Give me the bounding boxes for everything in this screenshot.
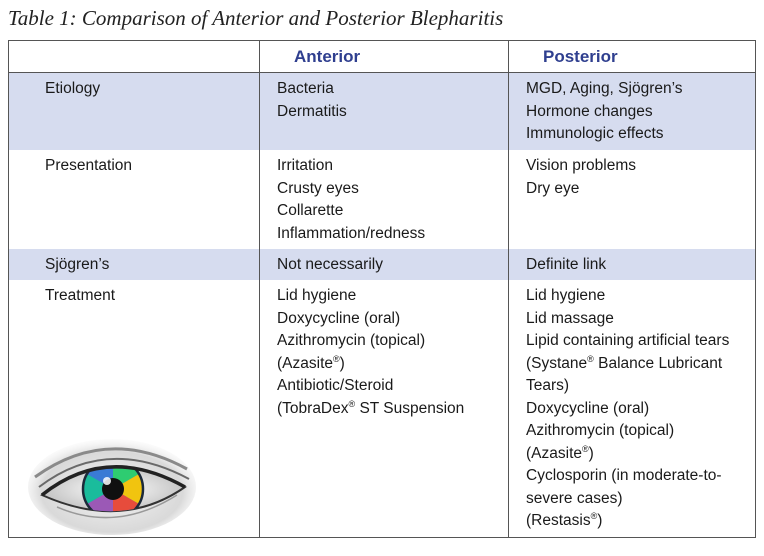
row-label-presentation: Presentation	[45, 157, 133, 174]
cell-line: (TobraDex® ST Suspension	[277, 398, 465, 417]
anterior-treatment	[277, 285, 464, 420]
cell-line: Tears)	[526, 377, 570, 394]
cell-line: Lipid containing artificial tears	[526, 332, 730, 349]
row-label-treatment: Treatment	[45, 287, 116, 304]
cell-line: Collarette	[277, 202, 344, 219]
cell-line: Vision problems	[526, 157, 636, 174]
cell-line: Cyclosporin (in moderate-to-	[526, 467, 722, 484]
comparison-table	[8, 40, 756, 538]
cell-line: Lid hygiene	[526, 287, 606, 304]
eye-icon	[27, 429, 197, 537]
posterior-presentation	[526, 155, 636, 200]
cell-line: Dry eye	[526, 179, 580, 197]
column-divider-1	[259, 41, 260, 537]
cell-line: Not necessarily	[277, 256, 383, 273]
posterior-etiology	[526, 78, 683, 146]
posterior-sjogrens	[526, 254, 606, 277]
cell-line: (Azasite®)	[526, 443, 594, 462]
cell-line: Azithromycin (topical)	[277, 332, 426, 349]
cell-line: MGD, Aging, Sjögren’s	[526, 80, 683, 97]
column-divider-2	[508, 41, 509, 537]
row-label-sjogrens: Sjögren’s	[45, 256, 110, 273]
cell-line: Crusty eyes	[277, 179, 359, 197]
cell-line: severe cases)	[526, 489, 623, 507]
anterior-sjogrens	[277, 254, 383, 277]
posterior-treatment	[526, 285, 729, 533]
column-header-anterior: Anterior	[294, 47, 361, 66]
cell-line: (Systane® Balance Lubricant	[526, 353, 723, 372]
cell-line: Doxycycline (oral)	[277, 309, 401, 327]
cell-line: Inflammation/redness	[277, 224, 426, 242]
column-header-posterior: Posterior	[543, 47, 618, 66]
cell-line: Lid hygiene	[277, 287, 357, 304]
cell-line: (Azasite®)	[277, 353, 345, 372]
cell-line: Azithromycin (topical)	[526, 422, 675, 439]
cell-line: Bacteria	[277, 80, 334, 97]
cell-line: Immunologic effects	[526, 125, 664, 142]
cell-line: Doxycycline (oral)	[526, 399, 650, 417]
cell-line: Definite link	[526, 256, 607, 273]
anterior-presentation	[277, 155, 425, 245]
header-divider	[9, 72, 755, 73]
cell-line: (Restasis®)	[526, 510, 603, 529]
cell-line: Hormone changes	[526, 102, 653, 120]
row-label-etiology: Etiology	[45, 80, 101, 97]
cell-line: Irritation	[277, 157, 333, 174]
cell-line: Dermatitis	[277, 102, 347, 120]
anterior-etiology	[277, 78, 347, 123]
table-title: Table 1: Comparison of Anterior and Posterior Blepharitis	[8, 6, 504, 30]
cell-line: Antibiotic/Steroid	[277, 377, 394, 394]
cell-line: Lid massage	[526, 309, 614, 327]
